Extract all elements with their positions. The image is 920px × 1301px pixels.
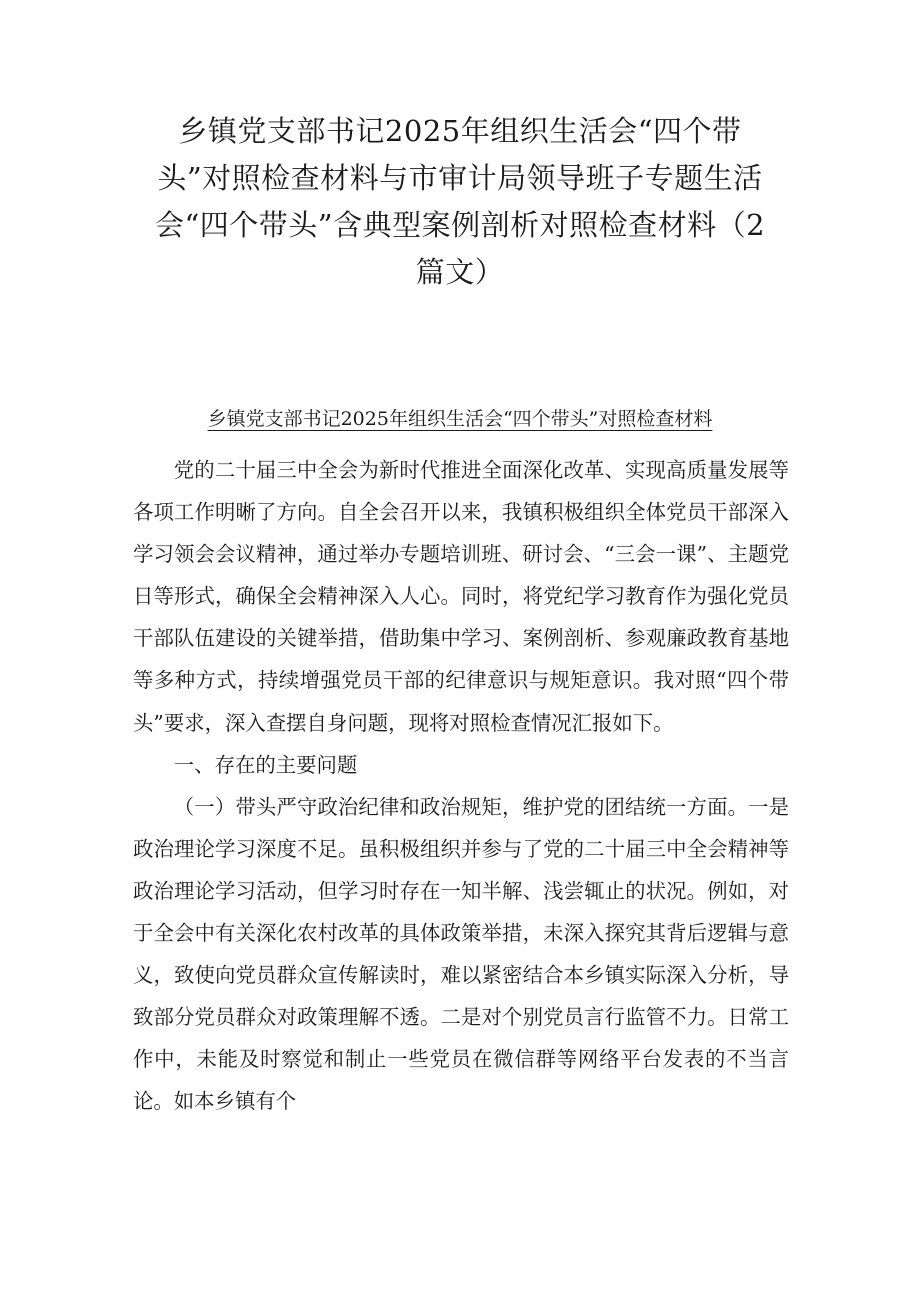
- paragraph-problem-one: （一）带头严守政治纪律和政治规矩，维护党的团结统一方面。一是政治理论学习深度不足。虽积极组织并参与了党的二十届三中全会精神等政治理论学习活动，但学习时存在一知半解、浅尝辄止的状况。例如，对于全会中有关深化农村改革的具体政策举措，未深入探究其背后逻辑与意义，致使向党员群众宣传解读时，难以紧密结合本乡镇实际深入分析，导致部分党员群众对政策理解不透。二是对个别党员言行监管不力。日常工作中，未能及时察觉和制止一些党员在微信群等网络平台发表的不当言论。如本乡镇有个: [133, 794, 789, 1114]
- document-body: [133, 449, 789, 1123]
- paragraph-intro: 党的二十届三中全会为新时代推进全面深化改革、实现高质量发展等各项工作明晰了方向。自全会召开以来，我镇积极组织全体党员干部深入学习领会会议精神，通过举办专题培训班、研讨会、“三会一课”、主题党日等形式，确保全会精神深入人心。同时，将党纪学习教育作为强化党员干部队伍建设的关键举措，借助集中学习、案例剖析、参观廉政教育基地等多种方式，持续增强党员干部的纪律意识与规矩意识。我对照“四个带头”要求，深入查摆自身问题，现将对照检查情况汇报如下。: [133, 458, 789, 735]
- section-title: [140, 404, 780, 434]
- document-title: 乡镇党支部书记2025年组织生活会“四个带头”对照检查材料与市审计局领导班子专题生活会“四个带头”含典型案例剖析对照检查材料（2篇文）: [154, 114, 766, 289]
- paragraph-heading-main-problems: 一、存在的主要问题: [173, 752, 358, 777]
- section-title-text: 乡镇党支部书记2025年组织生活会“四个带头”对照检查材料: [207, 408, 713, 430]
